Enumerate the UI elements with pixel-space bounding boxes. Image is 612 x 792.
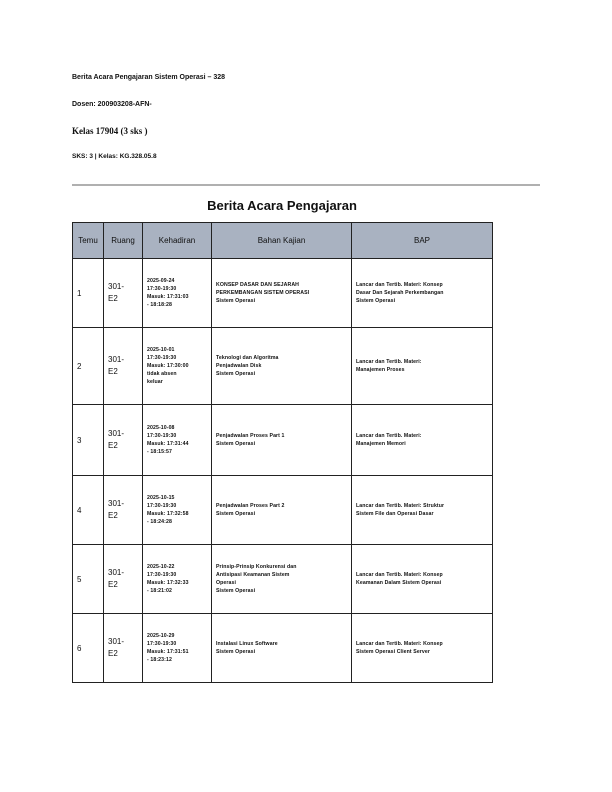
- header-bap: BAP: [352, 223, 493, 259]
- cell-kehadiran-line: 2025-10-15: [147, 495, 175, 501]
- cell-ruang: [104, 405, 143, 476]
- cell-bahan-kajian-line: Penjadwalan Proses Part 2: [216, 503, 285, 509]
- lecturer-info: Dosen: 200903208-AFN-: [72, 101, 152, 108]
- cell-ruang-line: E2: [108, 441, 118, 450]
- table-header-row: [73, 223, 493, 259]
- sks-class-info: SKS: 3 | Kelas: KG.328.05.8: [72, 153, 157, 160]
- cell-bap-line: Lancar dan Tertib. Materi: Struktur: [356, 503, 445, 509]
- cell-bap-line: Lancar dan Tertib. Materi: Konsep: [356, 641, 443, 647]
- cell-bap-line: Manajemen Proses: [356, 367, 405, 373]
- cell-bahan-kajian-line: Teknologi dan Algoritma: [216, 355, 279, 361]
- cell-ruang-line: 301-: [108, 355, 125, 364]
- cell-kehadiran-line: 2025-10-22: [147, 564, 175, 570]
- cell-bahan-kajian-line: Sistem Operasi: [216, 298, 256, 304]
- cell-ruang: [104, 545, 143, 614]
- cell-temu: 3: [73, 405, 104, 476]
- class-info: Kelas 17904 (3 sks ): [72, 126, 148, 136]
- cell-bap: [352, 405, 493, 476]
- cell-kehadiran: [143, 614, 212, 683]
- cell-kehadiran-line: tidak absen: [147, 371, 177, 377]
- cell-bahan-kajian-line: PERKEMBANGAN SISTEM OPERASI: [216, 290, 310, 296]
- cell-kehadiran-line: 17:30-19:30: [147, 572, 177, 578]
- cell-ruang-line: E2: [108, 649, 118, 658]
- cell-bap-line: Lancar dan Tertib. Materi: Konsep: [356, 282, 443, 288]
- cell-kehadiran-line: - 18:24:28: [147, 519, 172, 525]
- cell-ruang-line: 301-: [108, 568, 125, 577]
- cell-bap-line: Keamanan Dalam Sistem Operasi: [356, 580, 442, 586]
- cell-bap-line: Dasar Dan Sejarah Perkembangan: [356, 290, 444, 296]
- cell-kehadiran-line: Masuk: 17:31:51: [147, 649, 189, 655]
- cell-ruang: [104, 476, 143, 545]
- cell-bap-line: Sistem Operasi Client Server: [356, 649, 431, 655]
- cell-bahan-kajian: [212, 405, 352, 476]
- cell-temu: 5: [73, 545, 104, 614]
- cell-bahan-kajian-line: Prinsip-Prinsip Konkurensi dan: [216, 564, 297, 570]
- cell-ruang-line: 301-: [108, 499, 125, 508]
- cell-bahan-kajian-line: Antisipasi Keamanan Sistem: [216, 572, 290, 578]
- cell-bahan-kajian: [212, 476, 352, 545]
- table-row: [73, 328, 493, 405]
- header-temu: Temu: [73, 223, 104, 259]
- table-row: [73, 545, 493, 614]
- cell-kehadiran-line: - 18:15:57: [147, 449, 172, 455]
- cell-ruang-line: E2: [108, 294, 118, 303]
- cell-ruang-line: 301-: [108, 282, 125, 291]
- cell-kehadiran: [143, 259, 212, 328]
- cell-kehadiran-line: 17:30-19:30: [147, 433, 177, 439]
- cell-kehadiran-line: Masuk: 17:32:58: [147, 511, 189, 517]
- cell-bap-line: Sistem Operasi: [356, 298, 396, 304]
- cell-bahan-kajian-line: Instalasi Linux Software: [216, 641, 278, 647]
- cell-ruang-line: 301-: [108, 637, 125, 646]
- cell-bap-line: Sistem File dan Operasi Dasar: [356, 511, 434, 517]
- cell-bahan-kajian-line: Sistem Operasi: [216, 649, 256, 655]
- header-bahan-kajian: Bahan Kajian: [212, 223, 352, 259]
- cell-ruang-line: E2: [108, 511, 118, 520]
- cell-kehadiran-line: 2025-10-08: [147, 425, 175, 431]
- cell-temu: 1: [73, 259, 104, 328]
- cell-ruang: [104, 614, 143, 683]
- cell-bap-line: Lancar dan Tertib. Materi: Konsep: [356, 572, 443, 578]
- cell-bahan-kajian: [212, 328, 352, 405]
- cell-kehadiran-line: - 18:21:02: [147, 588, 172, 594]
- cell-bap-line: Lancar dan Tertib. Materi:: [356, 359, 422, 365]
- cell-bahan-kajian: [212, 545, 352, 614]
- cell-kehadiran: [143, 405, 212, 476]
- cell-bahan-kajian-line: Sistem Operasi: [216, 371, 256, 377]
- cell-kehadiran-line: 2025-10-01: [147, 347, 175, 353]
- table-row: [73, 405, 493, 476]
- cell-bahan-kajian: [212, 614, 352, 683]
- cell-kehadiran-line: Masuk: 17:32:33: [147, 580, 189, 586]
- cell-kehadiran: [143, 328, 212, 405]
- cell-temu: 6: [73, 614, 104, 683]
- header-kehadiran: Kehadiran: [143, 223, 212, 259]
- table-row: [73, 614, 493, 683]
- cell-bap-line: Manajemen Memori: [356, 441, 406, 447]
- cell-bap: [352, 328, 493, 405]
- cell-kehadiran-line: 2025-09-24: [147, 278, 175, 284]
- cell-bap: [352, 476, 493, 545]
- cell-kehadiran-line: 17:30-19:30: [147, 286, 177, 292]
- cell-bahan-kajian-line: Penjadwalan Disk: [216, 363, 262, 369]
- cell-kehadiran: [143, 545, 212, 614]
- cell-bahan-kajian-line: Sistem Operasi: [216, 511, 256, 517]
- table-row: [73, 476, 493, 545]
- cell-kehadiran-line: Masuk: 17:30:00: [147, 363, 189, 369]
- cell-bahan-kajian-line: Sistem Operasi: [216, 441, 256, 447]
- cell-bap-line: Lancar dan Tertib. Materi:: [356, 433, 422, 439]
- cell-temu: 2: [73, 328, 104, 405]
- cell-kehadiran-line: 17:30-19:30: [147, 355, 177, 361]
- cell-bahan-kajian-line: Operasi: [216, 580, 237, 586]
- cell-kehadiran-line: - 18:18:28: [147, 302, 172, 308]
- table-row: [73, 259, 493, 328]
- cell-bahan-kajian: [212, 259, 352, 328]
- cell-ruang: [104, 259, 143, 328]
- table-title: Berita Acara Pengajaran: [207, 198, 357, 213]
- cell-bahan-kajian-line: Penjadwalan Proses Part 1: [216, 433, 285, 439]
- cell-bahan-kajian-line: KONSEP DASAR DAN SEJARAH: [216, 282, 300, 288]
- cell-ruang-line: 301-: [108, 429, 125, 438]
- attendance-table: [72, 222, 493, 683]
- horizontal-divider: [72, 184, 540, 186]
- cell-ruang: [104, 328, 143, 405]
- document-title: Berita Acara Pengajaran Sistem Operasi – 328: [72, 74, 226, 81]
- cell-kehadiran-line: 2025-10-29: [147, 633, 175, 639]
- cell-kehadiran-line: - 18:23:12: [147, 657, 172, 663]
- cell-bap: [352, 545, 493, 614]
- cell-temu: 4: [73, 476, 104, 545]
- cell-ruang-line: E2: [108, 580, 118, 589]
- header-ruang: Ruang: [104, 223, 143, 259]
- cell-kehadiran-line: 17:30-19:30: [147, 641, 177, 647]
- cell-bap: [352, 259, 493, 328]
- cell-ruang-line: E2: [108, 367, 118, 376]
- cell-kehadiran-line: 17:30-19:30: [147, 503, 177, 509]
- cell-kehadiran-line: Masuk: 17:31:03: [147, 294, 189, 300]
- cell-bahan-kajian-line: Sistem Operasi: [216, 588, 256, 594]
- cell-kehadiran-line: keluar: [147, 379, 163, 385]
- cell-kehadiran: [143, 476, 212, 545]
- cell-kehadiran-line: Masuk: 17:31:44: [147, 441, 189, 447]
- cell-bap: [352, 614, 493, 683]
